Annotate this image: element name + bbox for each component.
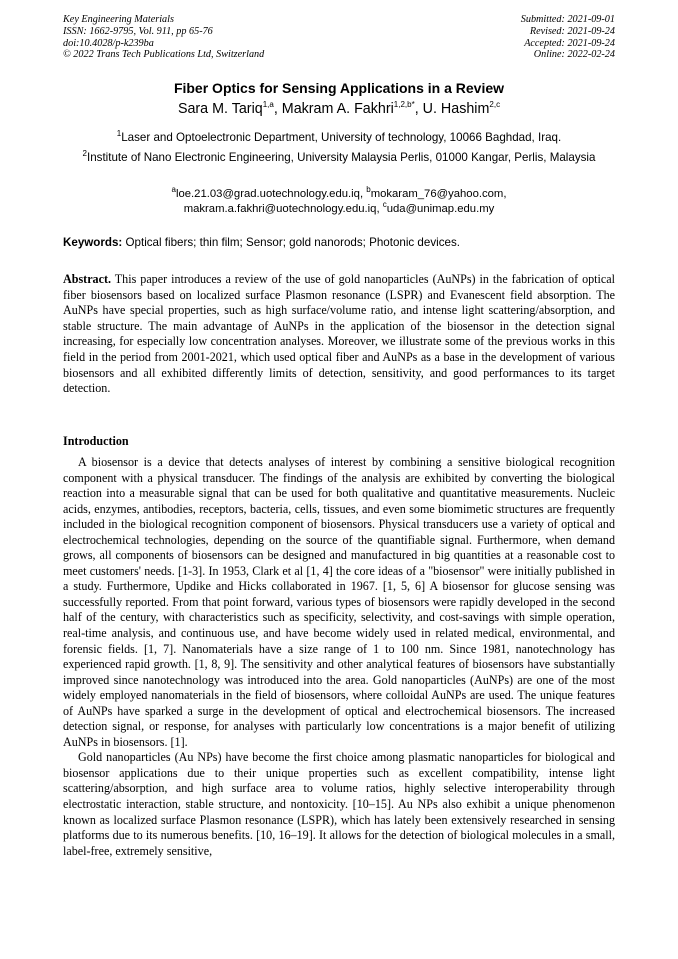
author-name: Makram A. Fakhri (281, 101, 394, 117)
author-separator: , (414, 101, 423, 117)
journal-info (63, 14, 363, 61)
author-affil-sup: 2,c (489, 100, 501, 110)
submitted-date: Submitted: 2021-09-01 (520, 14, 615, 25)
author-affil-sup: 1,2,b* (393, 100, 415, 110)
dates-info (355, 14, 615, 61)
affiliation-text: Laser and Optoelectronic Department, University of technology, 10066 Baghdad, Iraq. (121, 131, 562, 144)
body-paragraph: Gold nanoparticles (Au NPs) have become the first choice among plasmatic nanoparticles for biological and biosensor applications due to their unique properties such as excellent compatibility, intense light scattering/absorption, and high surface area to volume ratios, highly selective interoperability through electrostatic interaction, stable structure, and nontoxicity. [10–15]. Au NPs also exhibit a unique phenomenon known as localized surface Plasmon resonance (LSPR), which has lately been extensively researched in sensing platforms due to its numerous benefits. [10, 16–19]. It allows for the detection of biological molecules in a small, label-free, extremely sensitive, (63, 750, 615, 858)
introduction-body (63, 455, 615, 859)
abstract-label: Abstract. (63, 272, 112, 286)
affiliation-2 (66, 150, 612, 166)
online-date: Online: 2022-02-24 (533, 49, 615, 61)
author-list (40, 101, 638, 117)
abstract-text: This paper introduces a review of the use of gold nanoparticles (AuNPs) in the fabrication of optical fiber biosensors based on localized surface Plasmon resonance (LSPR) and Evanescent field absorption. The AuNPs have special properties, such as high surface/volume ratio, and intense light scattering/absorption, and stable structure. The main advantage of AuNPs in the application of the biosensor in the detection signal increasing, for especially low concentration analyses. Moreover, we illustrate some of the previous works in this field in the period from 2001-2021, which used optical fiber and AuNPs as a base in the development of various biosensors and all exhibited differently limits of detection, sensitivity, and good performances to its target detection. (63, 272, 615, 396)
keywords (63, 236, 615, 249)
email-sup: b (366, 185, 371, 195)
email-link[interactable]: uda@unimap.edu.my (386, 203, 495, 215)
author-name: U. Hashim (422, 101, 490, 117)
accepted-date: Accepted: 2021-09-24 (524, 37, 615, 49)
author-separator: , (273, 101, 282, 117)
abstract (63, 272, 615, 397)
email-link[interactable]: mokaram_76@yahoo.com, (370, 188, 507, 200)
copyright: © 2022 Trans Tech Publications Ltd, Switzerland (63, 49, 265, 61)
revised-date: Revised: 2021-09-24 (529, 25, 615, 37)
body-paragraph: A biosensor is a device that detects analyses of interest by combining a sensitive biological recognition component with a physical transducer. The findings of the analysis are exhibited by converting the biological reaction into a measurable signal that can be used for both qualitative and quantitative measurements. Nucleic acids, enzymes, antibodies, receptors, bacteria, cells, tissues, and even some biomimetic structures are frequently included in the biological recognition component of biosensors. Physical transducers use a variety of optical and electrochemical technologies, depending on the source of the quantifiable signal. Furthermore, when demand grows, all components of biosensors can be designed and manufactured in big quantities at a reasonable cost to meet customers' needs. [1-3]. In 1953, Clark et al [1, 4] the core ideas of a "biosensor" were initially published in a study. Furthermore, Updike and Hicks collaborated in 1967. [1, 5, 6] A biosensor for glucose sensing was successfully reported. From that point forward, various types of biosensors were rapidly developed in the second half of the century, with characteristics such as specificity, selectivity, and cost-savings with simple operation, real-time analysis, and continuous use, and have become widely used in related medical, environmental, and forensic fields. [1, 7]. Nanomaterials have a size range of 1 to 100 nm. Since 1981, nanotechnology has experienced rapid growth. [1, 8, 9]. The sensitivity and other analytical features of biosensors have substantially improved since nanotechnology was introduced into the area. Gold nanoparticles (AuNPs) are one of the most widely employed nanomaterials in the field of biosensors, where colloidal AuNPs are used. The unique features of AuNPs have sparked a surge in the development of optical and electrochemical biosensors. The increased detection signal, or response, for analyses with particularly low concentrations is a major benefit of utilizing AuNPs in biosensors. [1]. (63, 455, 615, 749)
email-link[interactable]: makram.a.fakhri@uotechnology.edu.iq, (183, 203, 383, 215)
email-line-2 (66, 202, 612, 217)
section-heading-introduction: Introduction (63, 434, 129, 448)
doi: doi:10.4028/p-k239ba (63, 37, 154, 49)
affiliation-1 (66, 130, 612, 146)
author-affil-sup: 1,a (262, 100, 274, 110)
keywords-text: Optical fibers; thin film; Sensor; gold nanorods; Photonic devices. (122, 236, 460, 249)
author-emails (66, 187, 612, 217)
affiliation-text: Institute of Nano Electronic Engineering, University Malaysia Perlis, 01000 Kangar, Perlis, Malaysia (87, 151, 596, 164)
affiliation-sup: 1 (116, 129, 122, 139)
email-line-1 (66, 187, 612, 202)
paper-title: Fiber Optics for Sensing Applications in a Review (173, 80, 505, 96)
author-name: Sara M. Tariq (177, 101, 263, 117)
email-sup: c (382, 200, 387, 210)
keywords-label: Keywords: (63, 236, 123, 249)
email-link[interactable]: loe.21.03@grad.uotechnology.edu.iq, (175, 188, 367, 200)
affiliation-sup: 2 (82, 149, 87, 159)
email-sup: a (171, 185, 176, 195)
issn-volume: ISSN: 1662-9795, Vol. 911, pp 65-76 (63, 25, 213, 37)
journal-name: Key Engineering Materials (63, 14, 174, 25)
